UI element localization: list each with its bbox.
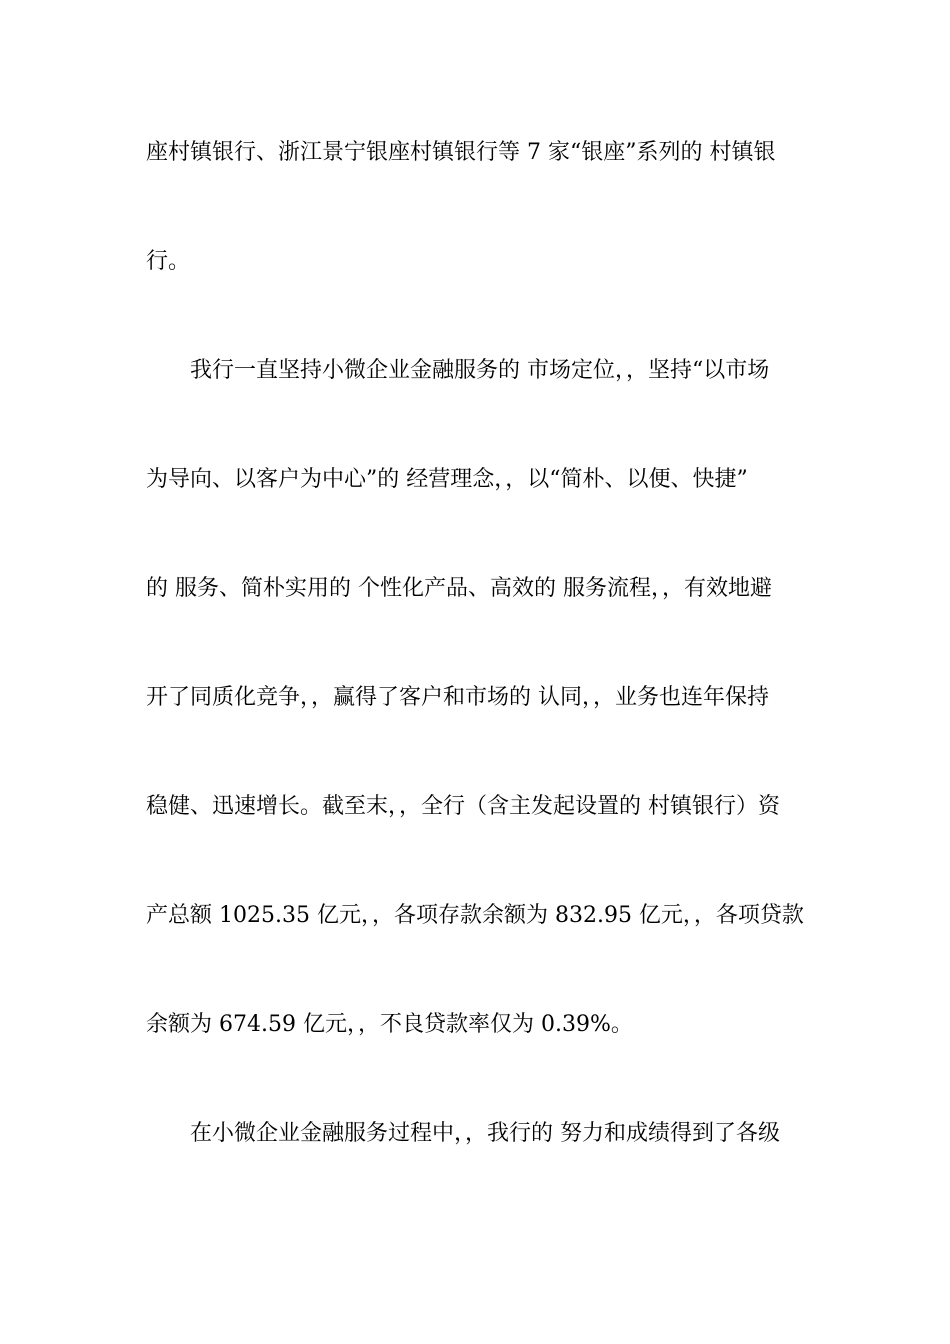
text-line: 开了同质化竞争，，赢得了客户和市场的 认同，，业务也连年保持	[146, 685, 769, 710]
text-line: 余额为 674.59 亿元，，不良贷款率仅为 0.39%。	[146, 1012, 633, 1037]
paragraph-start-line: 在小微企业金融服务过程中，，我行的 努力和成绩得到了各级	[190, 1121, 780, 1146]
text-line: 产总额 1025.35 亿元，，各项存款余额为 832.95 亿元，，各项贷款	[146, 903, 804, 928]
paragraph-start-line: 我行一直坚持小微企业金融服务的 市场定位，，坚持“以市场	[190, 358, 770, 383]
text-line: 为导向、以客户为中心”的 经营理念，，以“简朴、以便、快捷”	[146, 467, 748, 492]
text-line: 的 服务、简朴实用的 个性化产品、高效的 服务流程，，有效地避	[146, 576, 772, 601]
body-text	[146, 132, 816, 1222]
text-line: 座村镇银行、浙江景宁银座村镇银行等 7 家“银座”系列的 村镇银	[146, 140, 776, 165]
text-line: 行。	[146, 249, 191, 274]
text-line: 稳健、迅速增长。截至末，，全行（含主发起设置的 村镇银行）资	[146, 794, 780, 819]
